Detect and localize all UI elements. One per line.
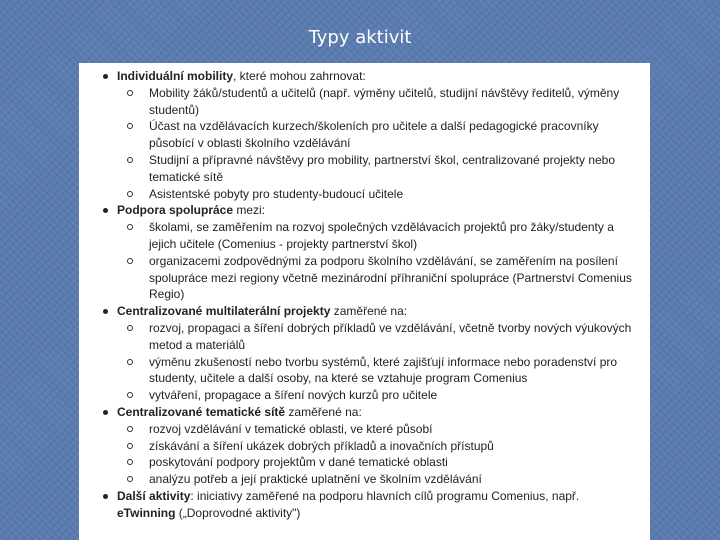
item-text: zaměřené na: [330, 304, 408, 319]
sub-item: získávání a šíření ukázek dobrých příkladů a inovačních přístupů [117, 438, 642, 455]
sub-item: organizacemi zodpovědnými za podporu školního vzdělávání, se zaměřením na posílení spolupráce mezi regiony včetně mezinárodní příhraniční spolupráce (Partnerství Comenius Regio) [117, 253, 642, 303]
content-panel [79, 63, 650, 540]
sub-item: Účast na vzdělávacích kurzech/školeních pro učitele a další pedagogické pracovníky působící v oblasti školního vzdělávání [117, 118, 642, 152]
activity-list [101, 68, 642, 522]
sub-item: analýzu potřeb a její praktické uplatnění ve školním vzdělávání [117, 471, 642, 488]
slide-title: Typy aktivit [308, 27, 412, 48]
list-item-individual-mobility [101, 68, 642, 202]
item-heading: Individuální mobility [117, 69, 234, 83]
sub-item: vytváření, propagace a šíření nových kurzů pro učitele [117, 387, 642, 404]
sub-item: Asistentské pobyty pro studenty-budoucí učitele [117, 186, 642, 203]
sub-list [117, 421, 642, 488]
list-item-cooperation-support [101, 202, 642, 303]
sub-item: poskytování podpory projektům v dané tematické oblasti [117, 454, 642, 471]
item-text: zaměřené na: [285, 404, 362, 419]
list-item-other-activities [101, 488, 642, 522]
item-text: mezi: [233, 203, 266, 218]
item-extra-text: („Doprovodné aktivity") [175, 505, 301, 520]
sub-list [117, 219, 642, 303]
sub-item: Studijní a přípravné návštěvy pro mobility, partnerství škol, centralizované projekty nebo tematické sítě [117, 152, 642, 186]
item-text: , které mohou zahrnovat: [233, 69, 366, 83]
item-heading: Centralizované multilaterální projekty [117, 304, 331, 319]
sub-list [117, 320, 642, 404]
item-heading: Centralizované tematické sítě [117, 404, 286, 419]
sub-item: rozvoj vzdělávání v tematické oblasti, ve které působí [117, 421, 642, 438]
etwinning-label: eTwinning [117, 505, 176, 520]
item-heading: Další aktivity [117, 488, 191, 503]
item-heading: Podpora spolupráce [117, 203, 234, 218]
sub-item: rozvoj, propagaci a šíření dobrých příkladů ve vzdělávání, včetně tvorby nových výukových metod a materiálů [117, 320, 642, 354]
sub-list [117, 85, 642, 203]
item-text: : iniciativy zaměřené na podporu hlavních cílů programu Comenius, např. [190, 488, 580, 503]
sub-item: Mobility žáků/studentů a učitelů (např. výměny učitelů, studijní návštěvy ředitelů, výměny studentů) [117, 85, 642, 119]
list-item-multilateral-projects [101, 303, 642, 404]
list-item-thematic-networks [101, 404, 642, 488]
sub-item: školami, se zaměřením na rozvoj společných vzdělávacích projektů pro žáky/studenty a jejich učitele (Comenius - projekty partnerství škol) [117, 219, 642, 253]
sub-item: výměnu zkušeností nebo tvorbu systémů, které zajišťují informace nebo poradenství pro studenty, učitele a další osoby, na které se vztahuje program Comenius [117, 354, 642, 388]
